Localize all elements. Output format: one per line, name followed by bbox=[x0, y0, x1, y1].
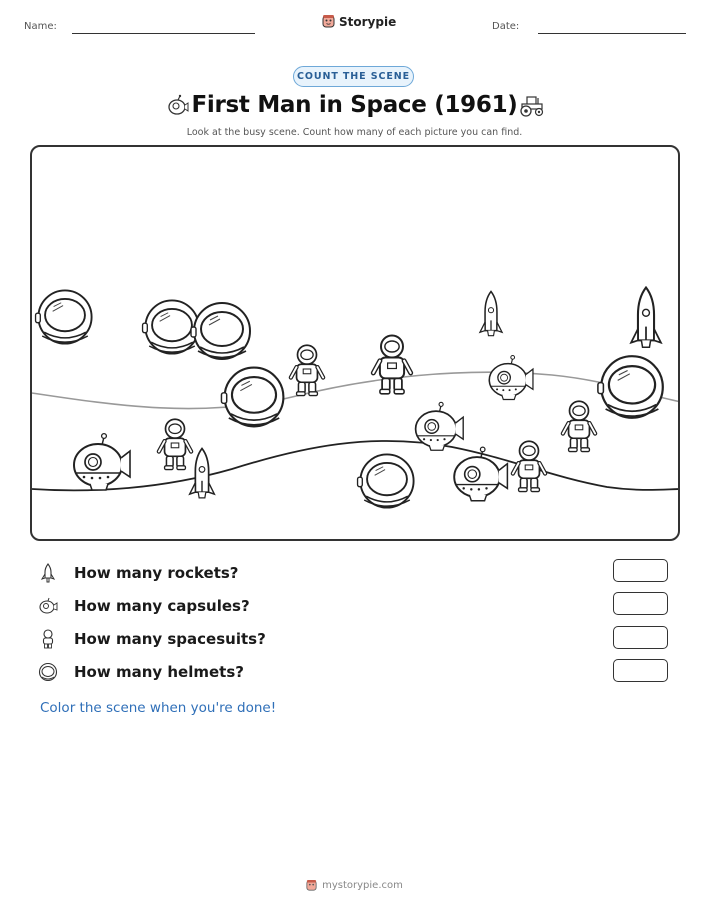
spacesuit bbox=[373, 336, 410, 394]
spacesuit bbox=[159, 419, 191, 469]
answer-box-rockets[interactable] bbox=[613, 559, 668, 582]
capsule bbox=[74, 434, 130, 490]
brand-logo bbox=[322, 14, 396, 29]
footer bbox=[0, 879, 709, 892]
spacesuit bbox=[291, 345, 323, 395]
answer-box-spacesuits[interactable] bbox=[613, 626, 668, 649]
capsule bbox=[454, 447, 507, 501]
question-helmets-text: How many helmets? bbox=[74, 663, 244, 681]
question-rockets bbox=[38, 561, 239, 585]
rocket bbox=[480, 292, 502, 336]
date-label: Date: bbox=[492, 21, 520, 32]
question-rockets-text: How many rockets? bbox=[74, 564, 239, 582]
rocket bbox=[631, 288, 661, 348]
helmet-icon bbox=[38, 662, 58, 682]
helmet bbox=[191, 303, 250, 359]
storypie-mascot-icon bbox=[322, 14, 335, 29]
section-badge: COUNT THE SCENE bbox=[293, 66, 414, 87]
helmet bbox=[36, 290, 92, 343]
scene-illustration bbox=[32, 147, 680, 541]
brand-name: Storypie bbox=[339, 14, 397, 29]
footer-url[interactable]: mystorypie.com bbox=[322, 880, 403, 891]
name-label: Name: bbox=[24, 21, 57, 32]
capsule bbox=[489, 356, 533, 400]
rocket-icon bbox=[38, 563, 58, 583]
helmet bbox=[358, 454, 414, 507]
spacesuit bbox=[563, 401, 595, 451]
capsule bbox=[416, 402, 464, 450]
answer-box-helmets[interactable] bbox=[613, 659, 668, 682]
helmet bbox=[221, 368, 283, 427]
question-spacesuits-text: How many spacesuits? bbox=[74, 630, 266, 648]
capsule-icon bbox=[38, 596, 58, 616]
question-capsules-text: How many capsules? bbox=[74, 597, 250, 615]
rocket bbox=[190, 449, 215, 498]
worksheet-title: First Man in Space (1961) bbox=[191, 92, 518, 118]
worksheet-instructions: Look at the busy scene. Count how many of each picture you can find. bbox=[186, 127, 523, 138]
question-helmets bbox=[38, 660, 244, 684]
closing-note: Color the scene when you're done! bbox=[40, 700, 277, 716]
name-field-line[interactable] bbox=[72, 33, 255, 34]
date-field-line[interactable] bbox=[538, 33, 686, 34]
tractor-icon bbox=[518, 93, 546, 117]
spacesuit bbox=[513, 441, 545, 491]
scene-panel bbox=[30, 145, 680, 541]
answer-box-capsules[interactable] bbox=[613, 592, 668, 615]
spacesuit-icon bbox=[38, 629, 58, 649]
helmet bbox=[143, 300, 199, 353]
question-capsules bbox=[38, 594, 250, 618]
helmet bbox=[598, 356, 663, 418]
storypie-mascot-icon bbox=[306, 879, 317, 892]
question-spacesuits bbox=[38, 627, 266, 651]
